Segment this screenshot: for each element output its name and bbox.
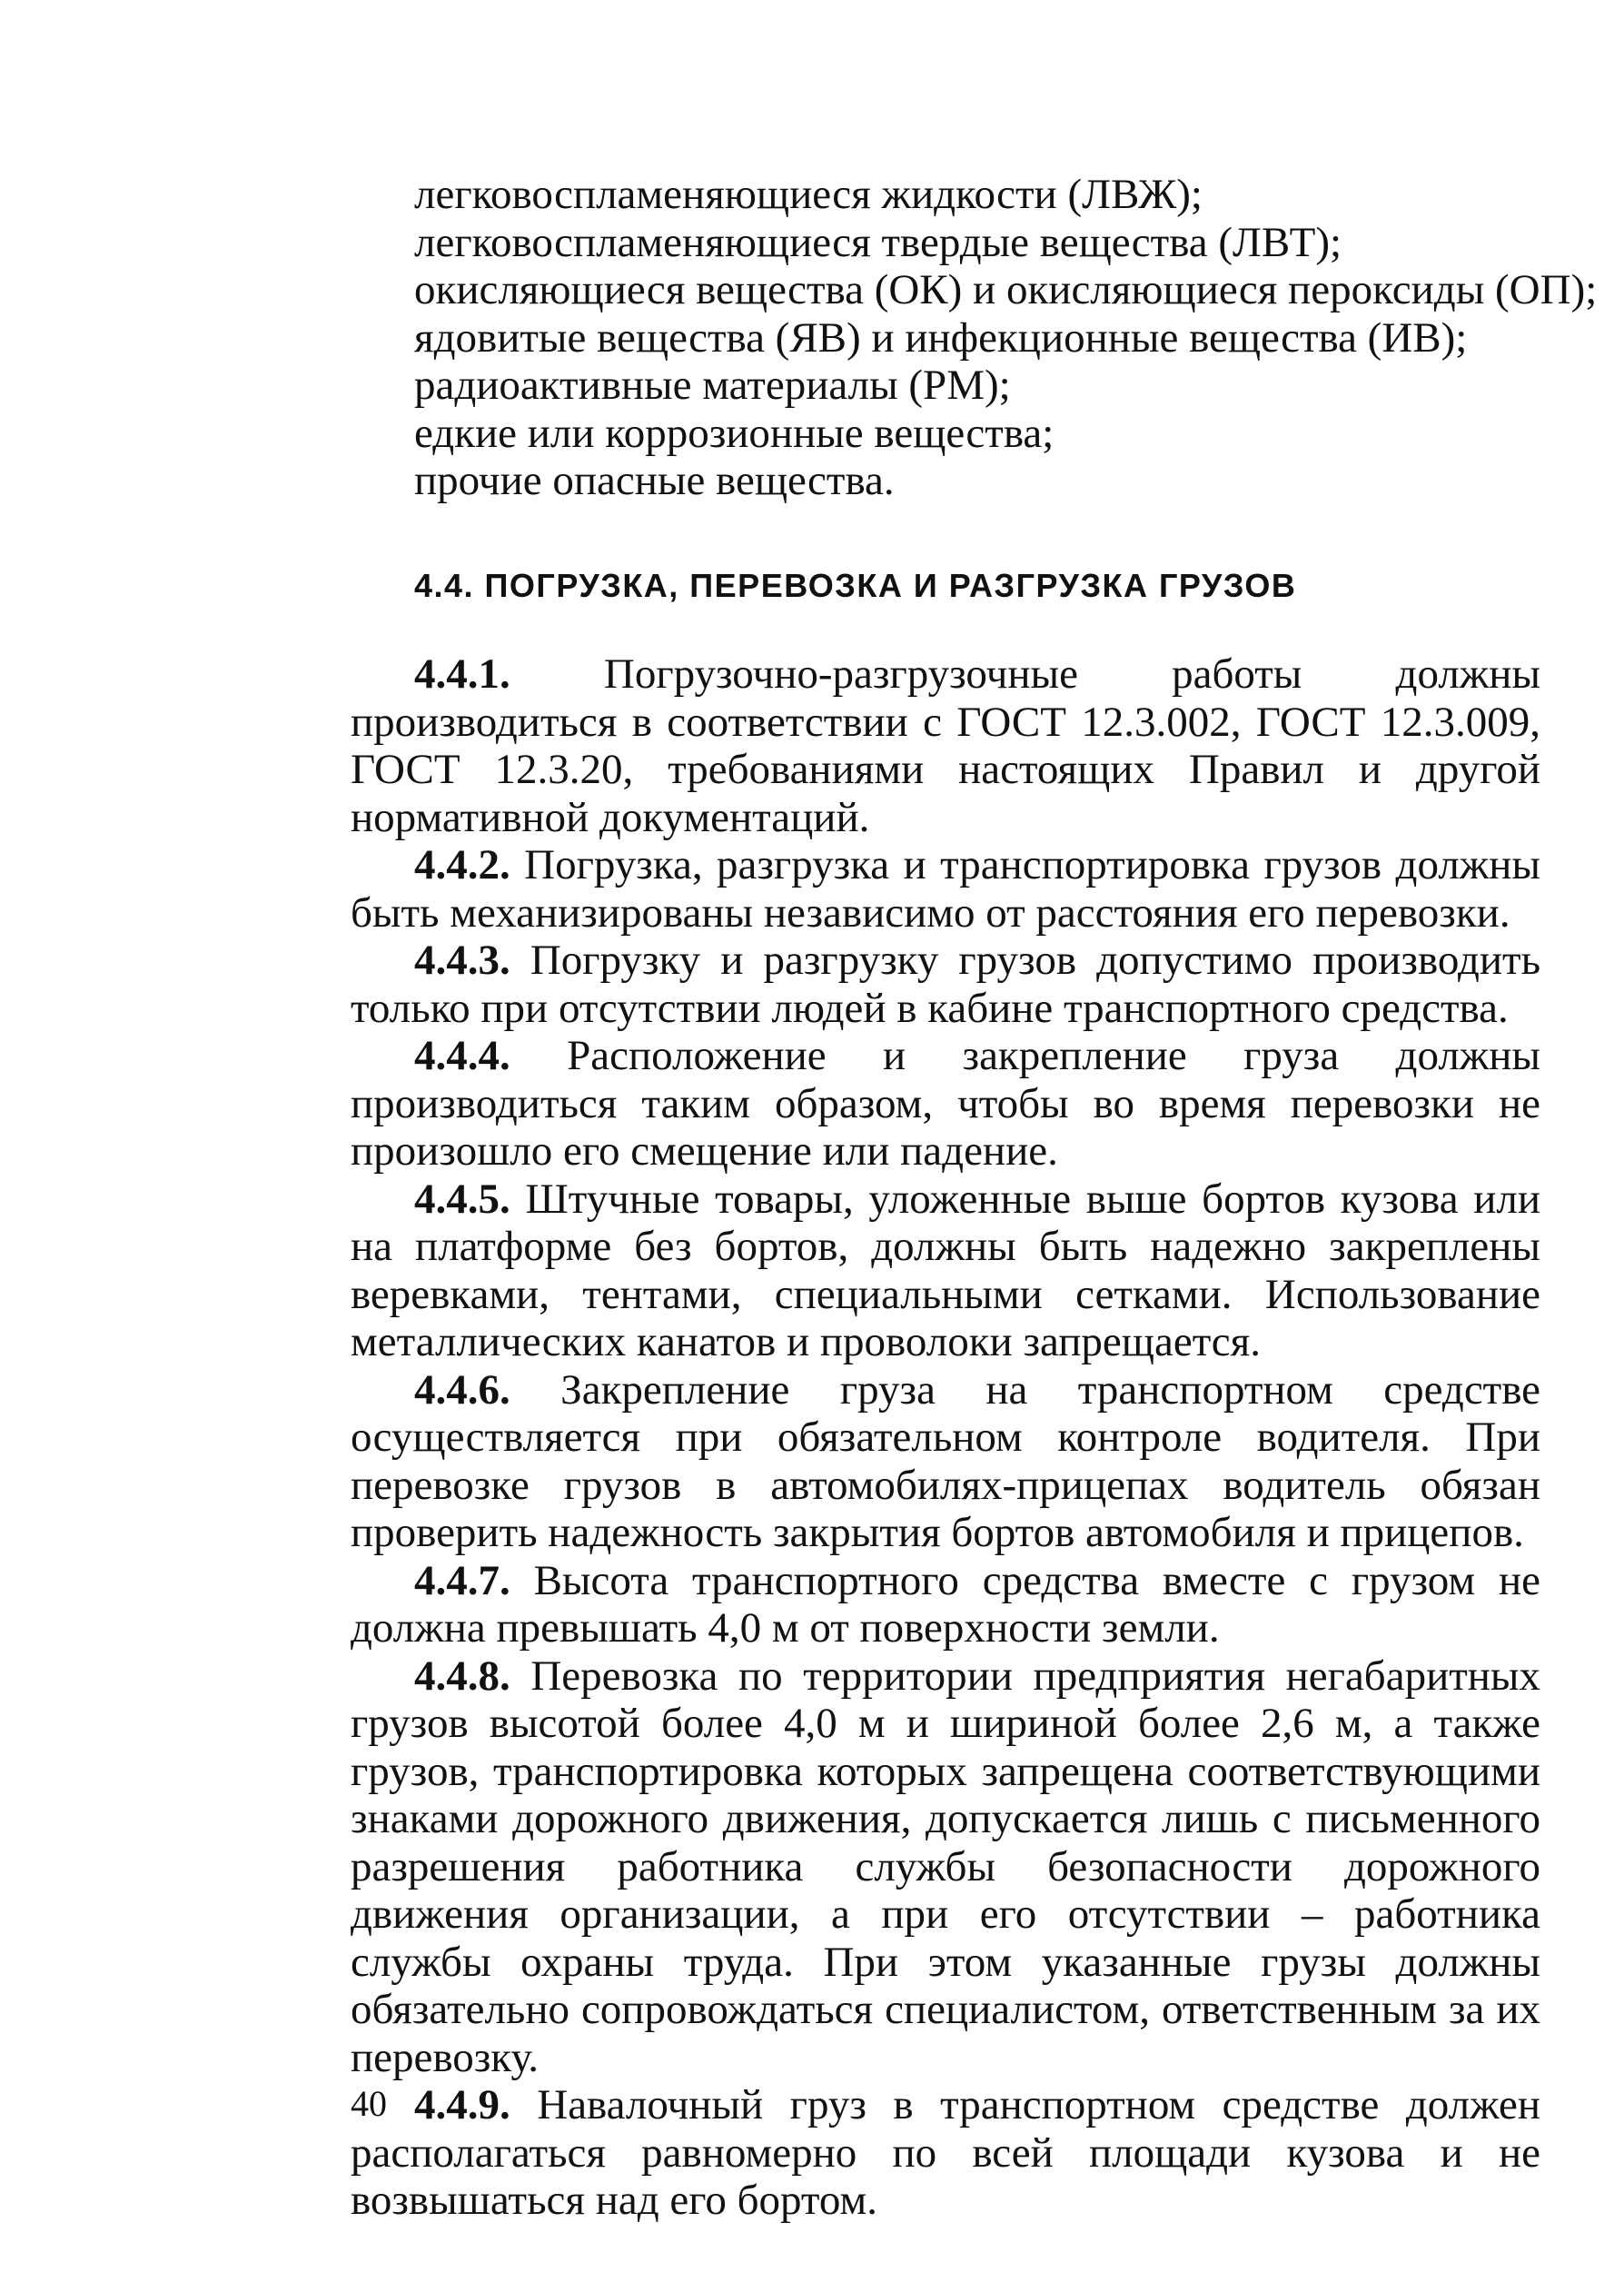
clause-number: 4.4.4. [414, 1032, 510, 1079]
clause-text: Перевозка по территории предприятия негабаритных грузов высотой более 4,0 м и шириной более 2,6 м, а также грузов, транспортировка которых запрещена соответствующими знаками дорожного движения, допускается лишь с письменного разрешения работника службы безопасности дорожного движения организации, а при его отсутствии – работника службы охраны труда. При этом указанные грузы должны обязательно сопровождаться специалистом, ответственным за их перевозку. [351, 1652, 1540, 2081]
clause-text: Закрепление груза на транспортном средстве осуществляется при обязательном контроле водителя. При перевозке грузов в автомобилях-прицепах водитель обязан проверить надежность закрытия бортов автомобиля и прицепов. [351, 1365, 1540, 1556]
paragraph-4-4-4 [351, 1032, 1540, 1176]
clause-text: Штучные товары, уложенные выше бортов кузова или на платформе без бортов, должны быть надежно закреплены веревками, тентами, специальными сетками. Использование металлических канатов и проволоки запрещается. [351, 1175, 1540, 1365]
paragraph-4-4-8 [351, 1652, 1540, 2082]
page-number: 40 [351, 2083, 387, 2124]
clause-text: Погрузка, разгрузка и транспортировка грузов должны быть механизированы независимо от расстояния его перевозки. [351, 841, 1540, 937]
clause-number: 4.4.5. [414, 1175, 510, 1223]
section-heading: 4.4. ПОГРУЗКА, ПЕРЕВОЗКА И РАЗГРУЗКА ГРУЗОВ [414, 567, 1297, 604]
paragraph-4-4-7 [351, 1557, 1540, 1652]
list-item: едкие или коррозионные вещества; [414, 409, 1055, 457]
paragraph-4-4-6 [351, 1366, 1540, 1557]
list-item: прочие опасные вещества. [414, 457, 895, 504]
list-item: радиоактивные материалы (РМ); [414, 362, 1011, 409]
clause-number: 4.4.1. [414, 650, 510, 698]
hazard-class-list [351, 171, 1598, 505]
clause-text: Погрузочно-разгрузочные работы должны производиться в соответствии с ГОСТ 12.3.002, ГОСТ 12.3.009, ГОСТ 12.3.20, требованиями настоящих Правил и другой нормативной документаций. [351, 650, 1540, 841]
clause-number: 4.4.8. [414, 1652, 510, 1700]
paragraph-4-4-1 [351, 650, 1540, 841]
clause-text: Навалочный груз в транспортном средстве должен располагаться равномерно по всей площади кузова и не возвышаться над его бортом. [351, 2081, 1540, 2224]
clause-text: Высота транспортного средства вместе с грузом не должна превышать 4,0 м от поверхности земли. [351, 1556, 1540, 1652]
clause-number: 4.4.3. [414, 937, 510, 984]
paragraph-4-4-3 [351, 937, 1540, 1032]
list-item: легковоспламеняющиеся жидкости (ЛВЖ); [414, 171, 1203, 218]
clause-number: 4.4.6. [414, 1365, 510, 1414]
clause-text: Расположение и закрепление груза должны производиться таким образом, чтобы во время перевозки не произошло его смещение или падение. [351, 1032, 1540, 1175]
clause-text: Погрузку и разгрузку грузов допустимо производить только при отсутствии людей в кабине транспортного средства. [351, 937, 1540, 1032]
list-item: ядовитые вещества (ЯВ) и инфекционные вещества (ИВ); [414, 313, 1468, 362]
list-item: окисляющиеся вещества (ОК) и окисляющиеся пероксиды (ОП); [414, 266, 1598, 313]
paragraph-4-4-9 [351, 2081, 1540, 2225]
section-body [351, 650, 1540, 2225]
clause-number: 4.4.9. [414, 2081, 510, 2128]
paragraph-4-4-2 [351, 841, 1540, 937]
paragraph-4-4-5 [351, 1176, 1540, 1366]
clause-number: 4.4.2. [414, 841, 510, 888]
list-item: легковоспламеняющиеся твердые вещества (ЛВТ); [414, 218, 1342, 266]
clause-number: 4.4.7. [414, 1556, 510, 1604]
